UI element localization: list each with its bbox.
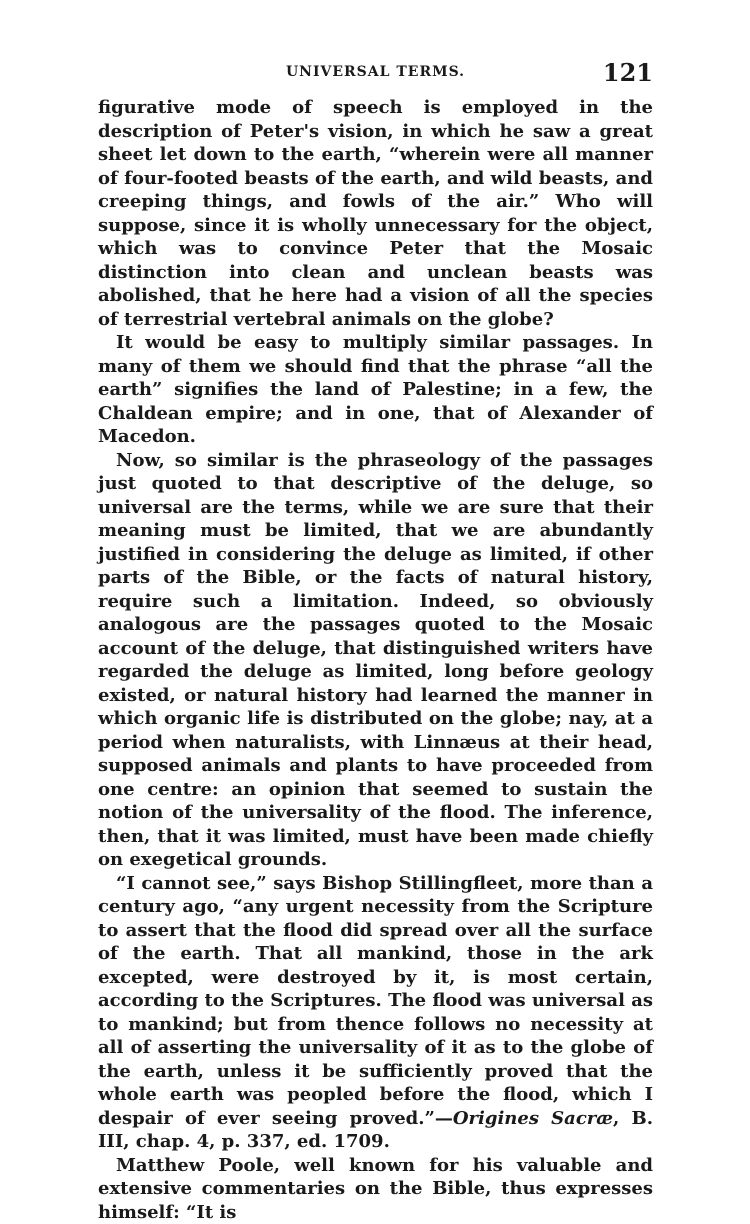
page-body [98,96,653,1224]
paragraph-1: figurative mode of speech is employed in the description of Peter's vision, in which he saw a great sheet let down to the earth, “wherein were all manner of four-footed beasts of the earth, and wild beasts, and creeping things, and fowls of the air.” Who will suppose, since it is wholly unnecessary for the object, which was to convince Peter that the Mosaic distinction into clean and unclean beasts was abolished, that he here had a vision of all the species of terrestrial vertebral animals on the globe? [98,96,653,331]
page-header [98,58,653,90]
running-title: UNIVERSAL TERMS. [98,64,653,80]
paragraph-5: Matthew Poole, well known for his valuable and extensive commentaries on the Bible, thus expresses himself: “It is [98,1154,653,1224]
citation-title: Origines Sacræ [453,1108,613,1129]
paragraph-2: It would be easy to multiply similar passages. In many of them we should find that the phrase “all the earth” signifies the land of Palestine; in a few, the Chaldean empire; and in one, that of Alexander of Macedon. [98,331,653,449]
paragraph-3: Now, so similar is the phraseology of the passages just quoted to that descriptive of the deluge, so universal are the terms, while we are sure that their meaning must be limited, that we are abundantly justified in considering the deluge as limited, if other parts of the Bible, or the facts of natural history, require such a limitation. Indeed, so obviously analogous are the passages quoted to the Mosaic account of the deluge, that distinguished writers have regarded the deluge as limited, long before geology existed, or natural history had learned the manner in which organic life is distributed on the globe; nay, at a period when naturalists, with Linnæus at their head, supposed animals and plants to have proceeded from one centre: an opinion that seemed to sustain the notion of the universality of the flood. The inference, then, that it was limited, must have been made chiefly on exegetical grounds. [98,449,653,872]
page-number: 121 [603,58,653,87]
quotation-text: “I cannot see,” says Bishop Stillingfleet, more than a century ago, “any urgent necessity from the Scripture to assert that the flood did spread over all the surface of the earth. That all mankind, those in the ark excepted, were destroyed by it, is most certain, according to the Scriptures. The flood was universal as to mankind; but from thence follows no necessity at all of asserting the universality of it as to the globe of the earth, unless it be sufficiently proved that the whole earth was peopled before the flood, which I despair of ever seeing proved.”— [98,873,653,1129]
paragraph-4 [98,872,653,1154]
citation-details: , B. III, chap. 4, p. 337, ed. 1709. [98,1108,653,1153]
